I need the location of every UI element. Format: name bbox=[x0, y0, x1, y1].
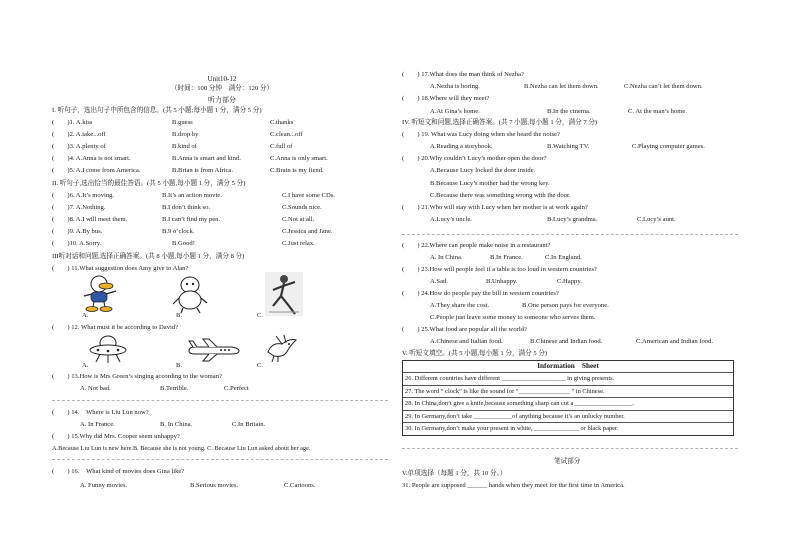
option-c: C.I have some CDs. bbox=[282, 192, 335, 199]
option-a: A.Chinese and Italian food. bbox=[430, 338, 503, 345]
option-b: B.In the cinema. bbox=[547, 108, 591, 115]
option-b: B.Terrible. bbox=[160, 385, 189, 392]
option-c: C.Nezha can’t let them down. bbox=[624, 83, 703, 90]
question-4 bbox=[52, 155, 328, 163]
option-a: ( )6. A.It’s moving. bbox=[52, 192, 115, 199]
option-a: A. Not bad. bbox=[80, 385, 111, 392]
option-c: C.Anna is only smart. bbox=[270, 155, 328, 162]
question-16: ( ) 16. What kind of movies does Gina like? bbox=[52, 468, 185, 475]
option-c: C.thanks bbox=[270, 119, 294, 126]
option-c: C.Lucy’s aunt. bbox=[637, 216, 676, 223]
q12-picture-b bbox=[185, 338, 241, 362]
option-c: C. At the man’s home. bbox=[628, 108, 687, 115]
option-a: ( )8. A.I will meet them. bbox=[52, 216, 128, 223]
q11-picture-b bbox=[170, 274, 210, 314]
option-b: B.Watching TV. bbox=[547, 143, 590, 150]
question-19: ( ) 19. What was Lucy doing when she heard the noise? bbox=[402, 131, 560, 138]
q11-option-a-label: A. bbox=[82, 312, 89, 319]
exam-subtitle: （时间：100 分钟 满分：120 分） bbox=[170, 85, 274, 92]
question-21: ( ) 21.Who will stay with Lucy when her mother is at work again? bbox=[402, 204, 588, 211]
q11-option-b-label: B. bbox=[176, 312, 183, 319]
option-b: B.kind of bbox=[172, 143, 197, 150]
option-a: ( )4. A.Anna is not smart. bbox=[52, 155, 131, 162]
question-20-option-c: C.Because there was something wrong with the door. bbox=[430, 192, 571, 199]
option-b: B.Anna is smart and kind. bbox=[172, 155, 241, 162]
question-5 bbox=[52, 167, 324, 175]
question-2 bbox=[52, 131, 303, 139]
question-22: ( ) 22.Where can people make noise in a restaurant? bbox=[402, 242, 551, 249]
question-31: 31. People are supposed ______ hands when they meet for the first time in America. bbox=[402, 482, 625, 489]
q12-option-c-label: C. bbox=[257, 362, 264, 369]
table-row: 27. The word “ clock” is like the sound for “________________ ” in Chinese. bbox=[403, 385, 733, 398]
question-9 bbox=[52, 228, 333, 236]
question-17: ( ) 17.What does the man think of Nezha? bbox=[402, 71, 524, 78]
option-a: A.They share the cost. bbox=[430, 302, 490, 309]
question-15-options: A.Because Liu Lun is new here.B. Because she is not young. C. Because Liu Lun asked about her age. bbox=[52, 445, 311, 452]
question-20-option-b: B.Because Lucy’s mother had the wrong key. bbox=[430, 180, 550, 187]
option-b: B.Lucy’s grandma. bbox=[547, 216, 598, 223]
option-c: C.In England. bbox=[545, 254, 582, 261]
question-20-option-a: A.Because Lucy locked the door inside. bbox=[430, 167, 536, 174]
option-a: A.Sad. bbox=[430, 278, 448, 285]
option-b: B.Brian is from Africa. bbox=[172, 167, 233, 174]
question-23: ( ) 23.How will people feel if a table is too loud in western countries? bbox=[402, 266, 597, 273]
option-c: C.clean...off bbox=[270, 131, 303, 138]
option-a: ( )3. A.plenty of bbox=[52, 143, 106, 150]
option-a: A.Reading a storybook. bbox=[430, 143, 493, 150]
section-4-heading: IV. 听短文和问题,选择正确答案。(共 7 小题,每小题 1 分，满分 7 分) bbox=[402, 119, 598, 126]
written-part-heading: 笔试部分 bbox=[554, 458, 581, 465]
option-c: C.Sounds nice. bbox=[282, 204, 322, 211]
question-3 bbox=[52, 143, 293, 151]
option-a: ( )5. A.I come from America. bbox=[52, 167, 141, 174]
q11-picture-c bbox=[265, 272, 303, 316]
option-a: ( )9. A.By bus. bbox=[52, 228, 103, 235]
option-b: B.Nezha can let them down. bbox=[524, 83, 599, 90]
question-14: ( ) 14. Where is Liu Lun now? bbox=[52, 409, 149, 416]
option-b: B.One person pays for everyone. bbox=[522, 302, 609, 309]
question-7 bbox=[52, 204, 322, 212]
option-b: B.Good! bbox=[172, 240, 195, 247]
option-a: ( )7. A.Nothing. bbox=[52, 204, 106, 211]
question-25: ( ) 25.What food are popular all the world? bbox=[402, 326, 527, 333]
q12-option-b-label: B. bbox=[176, 362, 183, 369]
table-title: Information Sheet bbox=[537, 362, 599, 370]
option-a: ( )10. A.Sorry. bbox=[52, 240, 102, 247]
question-11: ( ) 11.What suggestion does Amy give to Alan? bbox=[52, 265, 189, 272]
divider bbox=[402, 448, 738, 449]
option-a: A.Nezha is boring. bbox=[430, 83, 480, 90]
question-12: ( ) 12. What must it be according to David? bbox=[52, 324, 179, 331]
option-c: C.Happy. bbox=[557, 278, 582, 285]
q12-option-a-label: A. bbox=[82, 362, 89, 369]
q12-picture-a bbox=[88, 334, 128, 364]
question-18: ( ) 18.Where will they meet? bbox=[402, 95, 490, 102]
option-b: B.I can’t find my pen. bbox=[162, 216, 221, 223]
option-c: C.Not at all. bbox=[282, 216, 315, 223]
divider bbox=[402, 234, 738, 235]
option-b: B.guess bbox=[172, 119, 193, 126]
q11-option-c-label: C. bbox=[257, 312, 264, 319]
multiple-choice-heading: V.单项选择（每题 1 分，共 10 分。） bbox=[402, 470, 507, 477]
option-b: B.Chinese and Indian food. bbox=[530, 338, 603, 345]
option-c: C.Brain is my fiend. bbox=[270, 167, 324, 174]
option-a: A.At Gina’s home. bbox=[430, 108, 480, 115]
q11-picture-a bbox=[76, 274, 122, 314]
option-b: B.9 o’clock. bbox=[162, 228, 195, 235]
table-row: 30. In Germany,don’t make your present in white, ______________ or black paper. bbox=[403, 422, 733, 435]
section-2-heading: II. 听句子,选出恰当的最佳答语。(共 5 小题,每小题 1 分，满分 5 分) bbox=[52, 180, 246, 187]
question-20: ( ) 20.Why couldn’t Lucy’s mother open the door? bbox=[402, 155, 547, 162]
option-b: B.Unhappy. bbox=[486, 278, 518, 285]
exam-title: Unit10-12 bbox=[207, 75, 237, 83]
option-a: ( )1. A.kiss bbox=[52, 119, 93, 126]
option-b: B.Serious movies. bbox=[190, 482, 239, 489]
divider bbox=[52, 400, 388, 401]
question-24: ( ) 24.How do people pay the bill in western countries? bbox=[402, 290, 559, 297]
option-b: B.It’s an action movie. bbox=[162, 192, 222, 199]
option-b: B.In France. bbox=[490, 254, 523, 261]
option-a: A. Funny movies. bbox=[80, 482, 128, 489]
option-c: C.Jessica and Jane. bbox=[282, 228, 333, 235]
question-1 bbox=[52, 119, 294, 127]
question-13: ( ) 13.How is Mrs Green’s singing according to the woman? bbox=[52, 373, 222, 380]
table-row: 29. In Germany,don’t take ____________of anything because it’s an unlucky number. bbox=[403, 410, 733, 423]
question-10 bbox=[52, 240, 315, 248]
q12-picture-c bbox=[262, 334, 300, 364]
divider bbox=[52, 459, 388, 460]
question-8 bbox=[52, 216, 315, 224]
option-c: C.full of bbox=[270, 143, 293, 150]
option-c: C.Cartoons. bbox=[284, 482, 316, 489]
option-b: B. In China. bbox=[160, 421, 193, 428]
option-a: A. In China. bbox=[430, 254, 463, 261]
option-c: C.Playing computer games. bbox=[632, 143, 705, 150]
option-b: B.I don’t think so. bbox=[162, 204, 211, 211]
question-6 bbox=[52, 192, 335, 200]
question-15: ( ) 15.Why did Mrs. Cooper seem unhappy? bbox=[52, 433, 180, 440]
option-c: C.In Britain. bbox=[232, 421, 266, 428]
question-24-option-c: C.People just leave some money to someone who serves them. bbox=[430, 314, 596, 321]
option-b: B.drop by bbox=[172, 131, 199, 138]
option-a: A.Lucy’s uncle. bbox=[430, 216, 472, 223]
option-a: ( )2. A.take...off bbox=[52, 131, 106, 138]
listening-part-heading: 听力部分 bbox=[208, 96, 236, 104]
information-sheet-table bbox=[402, 360, 734, 436]
option-a: A. In France. bbox=[80, 421, 115, 428]
table-row: 28. In China,don’t give a knife,because something sharp can cut a __________________. bbox=[403, 397, 733, 410]
section-5-heading: V. 听短文填空。(共 5 小题,每小题 1 分，满分 5 分) bbox=[402, 350, 548, 357]
section-1-heading: I. 听句子，选出句子中所包含的信息。(共 5 小题;每小题 1 分，满分 5 分) bbox=[52, 107, 262, 114]
option-c: C.Just relax. bbox=[282, 240, 315, 247]
option-c: C.American and Indian food. bbox=[636, 338, 714, 345]
table-row: 26. Different countries have different ____________________ in giving presents. bbox=[403, 372, 733, 385]
option-c: C.Perfect bbox=[224, 385, 249, 392]
section-3-heading: III听对话和问题,选择正确答案。(共 8 小题,每小题 1 分，满分 8 分) bbox=[52, 253, 245, 260]
